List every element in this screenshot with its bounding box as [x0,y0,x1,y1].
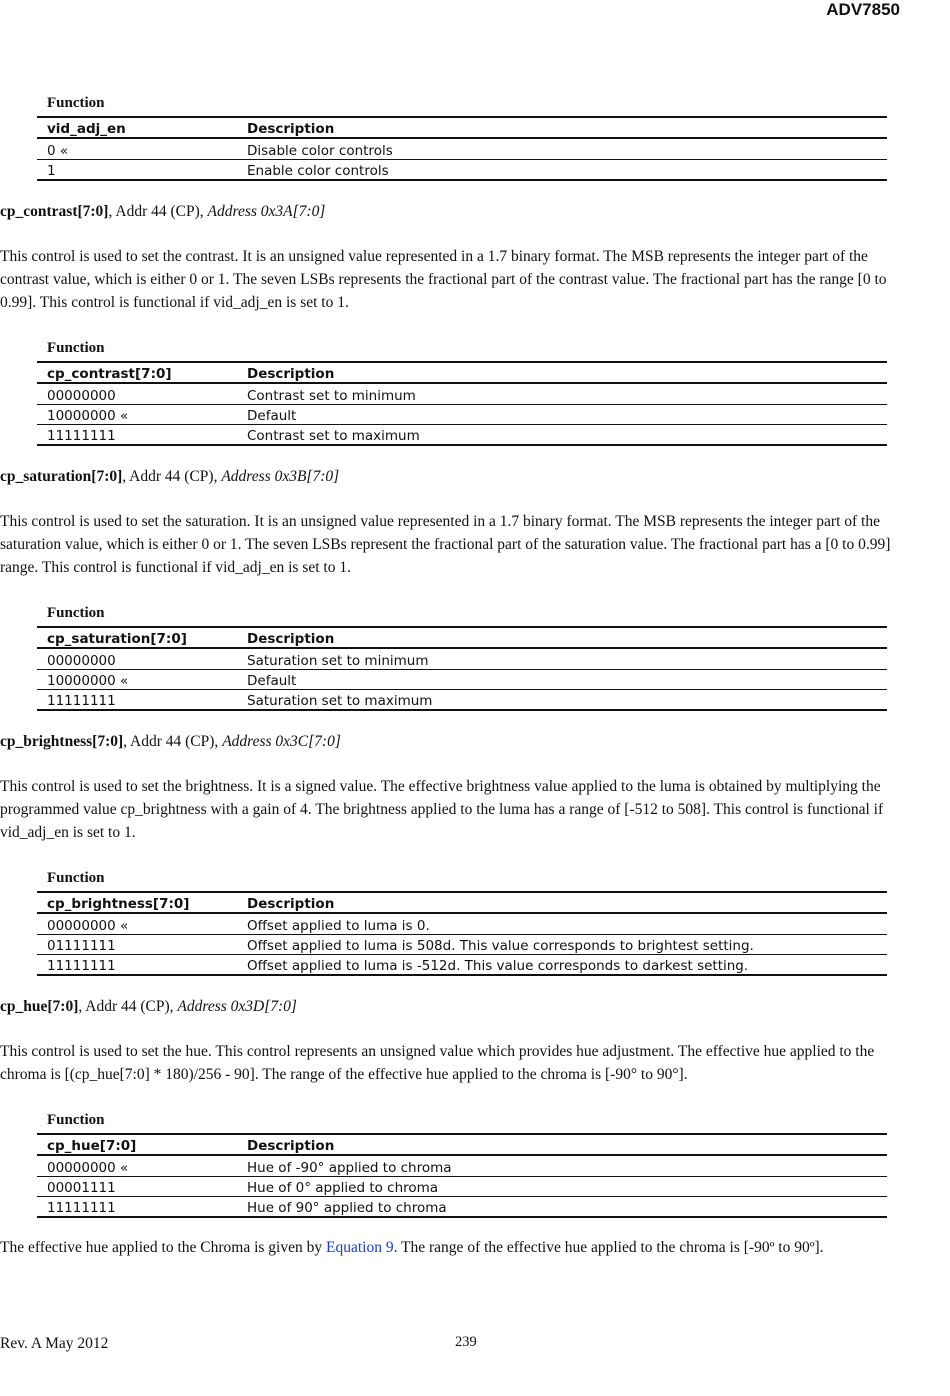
table-row [37,669,887,689]
table-row [37,913,887,934]
table-cell: 10000000 « [37,404,237,424]
table-cell: 00000000 « [37,913,237,934]
table-cell: Offset applied to luma is 508d. This value corresponds to brightest setting. [237,934,887,954]
table-cell: Contrast set to minimum [237,383,887,404]
table-row [37,383,887,404]
equation-9-link[interactable]: Equation 9 [325,1239,394,1256]
section-heading [0,998,297,1016]
section-description: This control is used to set the hue. This control represents an unsigned value which provides hue adjustment. The effective hue applied to the chroma is [(cp_hue[7:0] * 180)/256 - 90]. The range of the effective hue applied to the chroma is [-90° to 90°]. [0,1043,875,1083]
register-address: Address 0x3D[7:0] [177,998,297,1015]
section-heading [0,468,339,486]
closing-paragraph [0,1237,920,1260]
table-header-row [37,892,887,913]
table-cell: 0 « [37,138,237,159]
table-header-row [37,117,887,138]
table-cell: 01111111 [37,934,237,954]
table-cell: Default [237,669,887,689]
table-row [37,1176,887,1196]
vid-adj-en-table [37,116,887,181]
table-row [37,138,887,159]
table-row [37,404,887,424]
table-cell: Hue of -90° applied to chroma [237,1155,887,1176]
section-description: This control is used to set the saturation. It is an unsigned value represented in a 1.7 binary format. The MSB represents the integer part of the saturation value, which is either 0 or 1. The seven LSBs represent the fractional part of the saturation value. The fractional part has a [0 to 0.99] range. This control is functional if vid_adj_en is set to 1. [0,513,891,576]
table-row [37,159,887,180]
table-cell: 11111111 [37,1196,237,1217]
column-header: Description [237,627,887,648]
table-cell: 00000000 [37,648,237,669]
register-map: , Addr 44 (CP), [78,998,178,1015]
cp-hue-table [37,1133,887,1218]
table-cell: 00001111 [37,1176,237,1196]
function-label: Function [47,340,105,356]
column-header: cp_brightness[7:0] [37,892,237,913]
table-cell: 00000000 « [37,1155,237,1176]
table-cell: Default [237,404,887,424]
document-title: ADV7850 [826,0,900,19]
section-description: This control is used to set the brightness. It is a signed value. The effective brightness value applied to the luma is obtained by multiplying the programmed value cp_brightness with a gain of 4. The brightness applied to the luma has a range of [-512 to 508]. This control is functional if vid_adj_en is set to 1. [0,778,884,841]
closing-text: . The range of the effective hue applied to the chroma is [-90º to 90º]. [393,1239,824,1256]
table-cell: 1 [37,159,237,180]
column-header: Description [237,362,887,383]
table-cell: Contrast set to maximum [237,424,887,445]
table-header-row [37,362,887,383]
table-cell: 00000000 [37,383,237,404]
table-cell: 11111111 [37,689,237,710]
table-row [37,934,887,954]
table-cell: Disable color controls [237,138,887,159]
table-cell: Offset applied to luma is 0. [237,913,887,934]
revision-footer: Rev. A May 2012 [0,1335,109,1352]
function-label: Function [47,605,105,621]
table-row [37,954,887,975]
register-map: , Addr 44 (CP), [122,468,222,485]
table-cell: Hue of 0° applied to chroma [237,1176,887,1196]
register-name: cp_contrast[7:0] [0,203,109,220]
table-row [37,424,887,445]
table-cell: Enable color controls [237,159,887,180]
table-cell: 11111111 [37,424,237,445]
register-address: Address 0x3C[7:0] [222,733,341,750]
column-header: vid_adj_en [37,117,237,138]
section-description: This control is used to set the contrast. It is an unsigned value represented in a 1.7 binary format. The MSB represents the integer part of the contrast value, which is either 0 or 1. The seven LSBs represents the fractional part of the contrast value. The fractional part has the range [0 to 0.99]. This control is functional if vid_adj_en is set to 1. [0,248,887,311]
register-address: Address 0x3B[7:0] [221,468,340,485]
column-header: Description [237,1134,887,1155]
register-map: , Addr 44 (CP), [123,733,223,750]
column-header: Description [237,117,887,138]
closing-text: The effective hue applied to the Chroma is given by [0,1239,326,1256]
function-label: Function [47,95,105,111]
cp-brightness-table [37,891,887,976]
register-name: cp_saturation[7:0] [0,468,123,485]
register-name: cp_hue[7:0] [0,998,79,1015]
table-cell: Saturation set to maximum [237,689,887,710]
cp-contrast-table [37,361,887,446]
table-cell: Offset applied to luma is -512d. This value corresponds to darkest setting. [237,954,887,975]
table-row [37,1196,887,1217]
function-label: Function [47,870,105,886]
function-label: Function [47,1112,105,1128]
table-cell: 11111111 [37,954,237,975]
table-cell: Hue of 90° applied to chroma [237,1196,887,1217]
table-header-row [37,627,887,648]
section-heading [0,203,325,221]
column-header: cp_hue[7:0] [37,1134,237,1155]
table-row [37,689,887,710]
register-map: , Addr 44 (CP), [108,203,208,220]
cp-saturation-table [37,626,887,711]
register-name: cp_brightness[7:0] [0,733,124,750]
column-header: Description [237,892,887,913]
table-cell: Saturation set to minimum [237,648,887,669]
table-cell: 10000000 « [37,669,237,689]
table-row [37,1155,887,1176]
table-row [37,648,887,669]
section-heading [0,733,341,751]
column-header: cp_saturation[7:0] [37,627,237,648]
column-header: cp_contrast[7:0] [37,362,237,383]
register-address: Address 0x3A[7:0] [207,203,326,220]
page-number: 239 [455,1334,477,1350]
table-header-row [37,1134,887,1155]
